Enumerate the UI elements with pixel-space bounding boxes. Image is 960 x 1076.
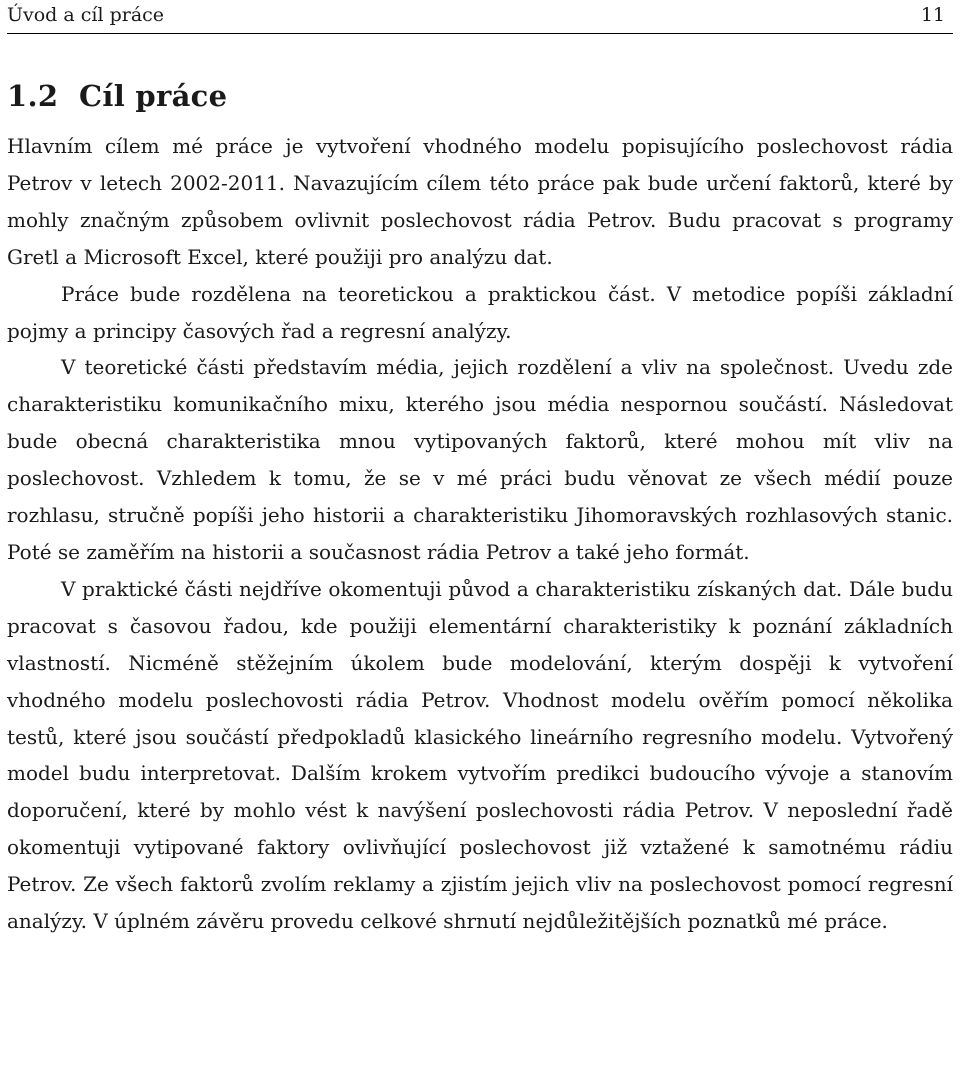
paragraph-theory: V teoretické části představím média, jejich rozdělení a vliv na společnost. Uvedu zde charakteristiku komunikačního mixu, kterého jsou média nespornou součástí. Následovat bude obecná charakteristika mnou vytipovaných faktorů, které mohou mít vliv na poslechovost. Vzhledem k tomu, že se v mé práci budu věnovat ze všech médií pouze rozhlasu, stručně popíši jeho historii a charakteristiku Jihomoravských rozhlasových stanic. Poté se zaměřím na historii a současnost rádia Petrov a také jeho formát. [7,355,953,564]
paragraph-structure: Práce bude rozdělena na teoretickou a praktickou část. V metodice popíši základní pojmy a principy časových řad a regresní analýzy. [7,281,953,343]
paragraph-practice: V praktické části nejdříve okomentuji původ a charakteristiku získaných dat. Dále budu pracovat s časovou řadou, kde použiji elementární charakteristiky k poznání základních vlastností. Nicméně stěžejním úkolem bude modelování, kterým dospěji k vytvoření vhodného modelu poslechovosti rádia Petrov. Vhodnost modelu ověřím pomocí několika testů, které jsou součástí předpokladů klasického lineárního regresního modelu. Vytvořený model budu interpretovat. Dalším krokem vytvořím predikci budoucího vývoje a stanovím doporučení, které by mohlo vést k navýšení poslechovosti rádia Petrov. V neposlední řadě okomentuji vytipované faktory ovlivňující poslechovost již vztažené k samotnému rádiu Petrov. Ze všech faktorů zvolím reklamy a zjistím jejich vliv na poslechovost pomocí regresní analýzy. V úplném závěru provedu celkové shrnutí nejdůležitějších poznatků mé práce. [7,576,953,934]
page-number: 11 [920,4,945,26]
section-number: 1.2 [7,79,59,113]
body-text [7,128,953,940]
section-heading [7,76,953,116]
document-page [7,0,953,940]
header-chapter-title: Úvod a cíl práce [7,4,165,26]
section-title: Cíl práce [79,79,228,113]
paragraph-goal: Hlavním cílem mé práce je vytvoření vhodného modelu popisujícího poslechovost rádia Petrov v letech 2002-2011. Navazujícím cílem této práce pak bude určení faktorů, které by mohly značným způsobem ovlivnit poslechovost rádia Petrov. Budu pracovat s programy Gretl a Microsoft Excel, které použiji pro analýzu dat. [7,134,953,269]
running-header [7,0,953,34]
